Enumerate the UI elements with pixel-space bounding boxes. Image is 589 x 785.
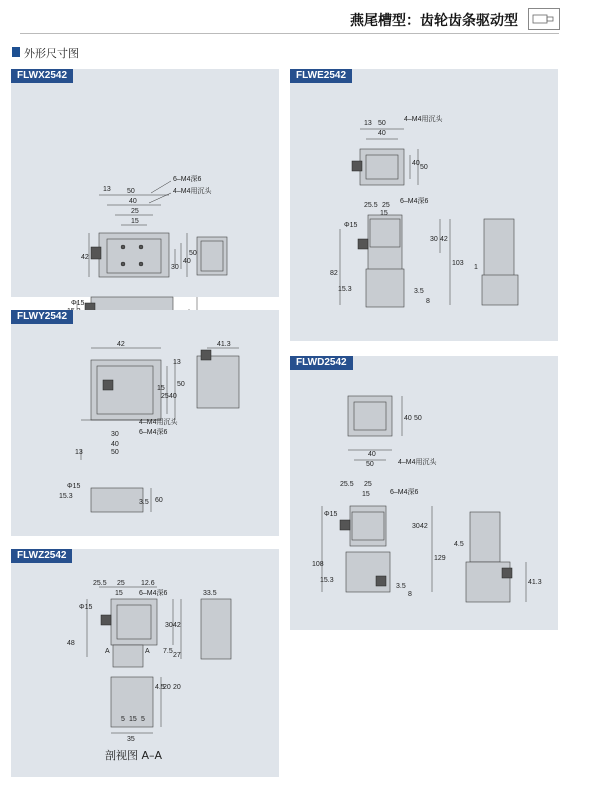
dim-50: 50	[378, 120, 386, 127]
dim-5-b: 5	[141, 716, 145, 723]
panel-label: FLWZ2542	[11, 549, 72, 563]
dim-25-5: 25.5	[364, 202, 378, 209]
dim-phi15: Φ15	[324, 511, 338, 518]
dim-50-v: 50	[177, 381, 185, 388]
dim-40-v: 40	[183, 258, 191, 265]
dim-40: 40	[129, 198, 137, 205]
dim-15-3: 15.3	[338, 286, 352, 293]
dim-25: 25	[161, 393, 169, 400]
panel-label: FLWX2542	[11, 69, 73, 83]
dim-40: 40	[169, 393, 177, 400]
dim-25: 25	[364, 481, 372, 488]
dim-82: 82	[330, 270, 338, 277]
section-view-caption: 剖视图 A–A	[105, 749, 163, 762]
dim-15: 15	[362, 491, 370, 498]
dim-41-3: 41.3	[217, 341, 231, 348]
flwy-drawing	[11, 310, 279, 536]
dim-3-5: 3.5	[414, 288, 424, 295]
dim-phi15: Φ15	[71, 300, 85, 307]
panel-flwz2542	[11, 549, 279, 777]
header-divider	[20, 33, 559, 34]
dim-60: 60	[155, 497, 163, 504]
dim-phi15: Φ15	[67, 483, 81, 490]
dim-m4-sink: 4–M4用沉头	[404, 116, 443, 123]
dim-50-v: 50	[420, 164, 428, 171]
dim-108: 108	[312, 561, 324, 568]
panel-flwy2542	[11, 310, 279, 536]
dim-13: 13	[173, 359, 181, 366]
panel-flwd2542	[290, 356, 558, 630]
dim-5: 5	[121, 716, 125, 723]
flwe-drawing	[290, 69, 558, 341]
dim-40: 40	[368, 451, 376, 458]
dim-41-3: 41.3	[528, 579, 542, 586]
page-title: 燕尾槽型：齿轮齿条驱动型	[350, 13, 518, 29]
dim-129: 129	[434, 555, 446, 562]
dim-40-h: 40	[111, 441, 119, 448]
dim-33-5: 33.5	[203, 590, 217, 597]
dim-30: 30	[111, 431, 119, 438]
dim-42: 42	[440, 236, 448, 243]
dim-3-5: 3.5	[139, 499, 149, 506]
dim-35: 35	[127, 736, 135, 743]
panel-flwx2542	[11, 69, 279, 307]
panel-label: FLWY2542	[11, 310, 73, 324]
dim-50-v: 50	[414, 415, 422, 422]
dim-m4-sink: 4–M4用沉头	[173, 188, 212, 195]
dim-m4-deep: 6–M4深6	[139, 590, 168, 597]
dim-40: 40	[378, 130, 386, 137]
dim-103: 103	[452, 260, 464, 267]
flwx-drawing	[11, 69, 279, 307]
dim-50: 50	[366, 461, 374, 468]
dim-15-3: 15.3	[59, 493, 73, 500]
dim-30: 30	[412, 523, 420, 530]
dim-42: 42	[173, 622, 181, 629]
dim-m4-deep: 6–M4深6	[400, 198, 429, 205]
dim-phi15: Φ15	[79, 604, 93, 611]
dim-15: 15	[115, 590, 123, 597]
dim-m4-deep: 6–M4深6	[173, 176, 202, 183]
dim-25: 25	[382, 202, 390, 209]
dim-8: 8	[408, 591, 412, 598]
label-a-left: A	[105, 648, 110, 655]
dim-13: 13	[364, 120, 372, 127]
dim-m4-deep: 6–M4深6	[390, 489, 419, 496]
dim-phi15: Φ15	[344, 222, 358, 229]
dim-4-5: 4.5	[454, 541, 464, 548]
dim-13-b: 13	[75, 449, 83, 456]
dim-20: 20	[163, 684, 171, 691]
dim-12-6: 12.6	[141, 580, 155, 587]
dim-8: 8	[426, 298, 430, 305]
dim-1: 1	[474, 264, 478, 271]
dim-27: 27	[173, 652, 181, 659]
dim-m4-deep: 6–M4深6	[139, 429, 168, 436]
panel-label: FLWD2542	[290, 356, 353, 370]
dim-15: 15	[380, 210, 388, 217]
dim-48: 48	[67, 640, 75, 647]
dim-50: 50	[127, 188, 135, 195]
dim-50-v: 50	[189, 250, 197, 257]
dim-15: 15	[131, 218, 139, 225]
stage-logo-icon	[528, 8, 560, 30]
section-marker-icon	[12, 47, 20, 57]
dim-15: 15	[157, 385, 165, 392]
dim-50: 50	[111, 449, 119, 456]
dim-13: 13	[103, 186, 111, 193]
dim-15-3: 15.3	[320, 577, 334, 584]
dim-30: 30	[165, 622, 173, 629]
flwd-drawing	[290, 356, 558, 630]
dim-7-5: 7.5	[163, 648, 173, 655]
dim-30-v: 30	[171, 264, 179, 271]
dim-m4-sink: 4–M4用沉头	[398, 459, 437, 466]
dim-30: 30	[430, 236, 438, 243]
dim-26: 20	[173, 684, 181, 691]
dim-42: 42	[420, 523, 428, 530]
dim-25-5: 25.5	[93, 580, 107, 587]
panel-label: FLWE2542	[290, 69, 352, 83]
dim-m4-sink: 4–M4用沉头	[139, 419, 178, 426]
dim-40-v: 40	[404, 415, 412, 422]
dim-40-v: 40	[412, 160, 420, 167]
dim-15-b: 15	[129, 716, 137, 723]
section-title: 外形尺寸图	[24, 47, 79, 60]
flwz-drawing	[11, 549, 279, 777]
dim-42: 42	[117, 341, 125, 348]
dim-4-5: 4.5	[155, 684, 165, 691]
dim-42: 42	[81, 254, 89, 261]
dim-3-5: 3.5	[396, 583, 406, 590]
dim-25-5: 25.5	[340, 481, 354, 488]
label-a-right: A	[145, 648, 150, 655]
dim-25: 25	[131, 208, 139, 215]
dim-25: 25	[117, 580, 125, 587]
panel-flwe2542	[290, 69, 558, 341]
